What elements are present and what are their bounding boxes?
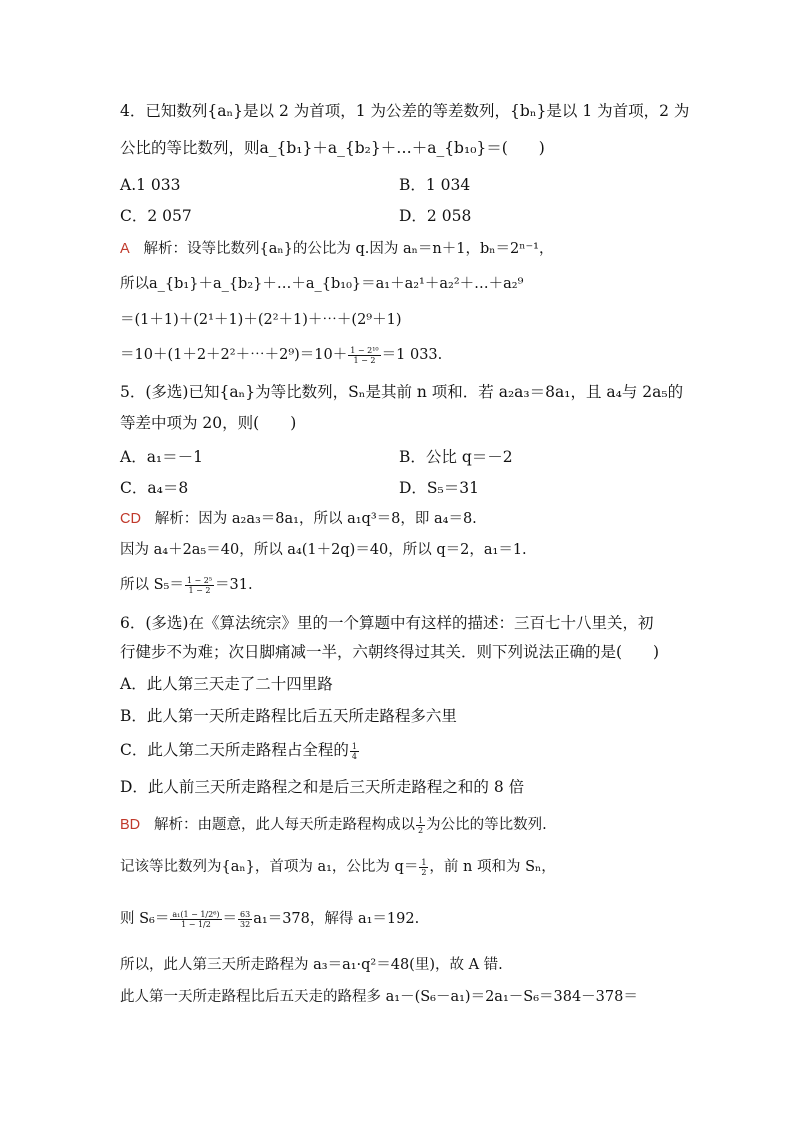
q5-option-c: C．a₄＝8 bbox=[120, 479, 189, 497]
q6-stem-line2: 行健步不为难；次日脚痛减一半，六朝终得过其关．则下列说法正确的是( ) bbox=[120, 643, 660, 661]
q4-option-a: A.1 033 bbox=[120, 176, 181, 194]
q5-sol3-fraction bbox=[185, 576, 214, 595]
q6-optC-denominator: 4 bbox=[351, 751, 357, 761]
q6-sol3-fraction1 bbox=[170, 910, 221, 929]
q6-optC-numerator: 1 bbox=[351, 741, 357, 751]
q6-sol1-numerator: 1 bbox=[417, 815, 424, 825]
q5-sol3-numerator: 1 − 2⁵ bbox=[186, 575, 213, 585]
q4-sol4-pre: ＝10＋(1＋2＋2²＋⋯＋2⁹)＝10＋ bbox=[120, 347, 348, 363]
q5-sol3-denominator: 1 − 2 bbox=[188, 585, 211, 595]
q5-answer: CD bbox=[120, 511, 141, 527]
q6-sol3-post: a₁＝378，解得 a₁＝192. bbox=[253, 911, 420, 927]
q4-option-c: C．2 057 bbox=[120, 207, 192, 225]
q6-option-d: D．此人前三天所走路程之和是后三天所走路程之和的 8 倍 bbox=[120, 778, 525, 796]
q4-option-d: D．2 058 bbox=[399, 207, 472, 225]
q6-sol3-pre: 则 S₆＝ bbox=[120, 911, 170, 927]
q6-solution-line5: 此人第一天所走路程比后五天走的路程多 a₁－(S₆－a₁)＝2a₁－S₆＝384－378＝ bbox=[120, 989, 638, 1005]
q4-solution-line1 bbox=[120, 238, 553, 260]
q6-optC-pre: C．此人第二天所走路程占全程的 bbox=[120, 741, 349, 759]
q6-answer: BD bbox=[120, 817, 141, 833]
q6-option-c bbox=[120, 739, 360, 761]
q5-solution-line3 bbox=[120, 574, 253, 596]
q6-stem-line1: 6．(多选)在《算法统宗》里的一个算题中有这样的描述：三百七十八里关，初 bbox=[120, 614, 654, 632]
q6-sol2-denominator: 2 bbox=[421, 867, 427, 877]
q6-sol2-post: ，前 n 项和为 Sₙ， bbox=[429, 859, 556, 875]
q6-solution-line4: 所以，此人第三天所走路程为 a₃＝a₁·q²＝48(里)，故 A 错. bbox=[120, 957, 503, 973]
q5-solution-text1: 解析：因为 a₂a₃＝8a₁，所以 a₁q³＝8，即 a₄＝8. bbox=[154, 511, 477, 527]
q5-stem-line2: 等差中项为 20，则( ) bbox=[120, 414, 297, 432]
q5-sol3-pre: 所以 S₅＝ bbox=[120, 577, 184, 593]
q4-sol4-fraction bbox=[348, 346, 380, 365]
q6-sol3-denominator1: 1 − 1/2 bbox=[181, 919, 211, 929]
q6-sol2-numerator: 1 bbox=[421, 857, 427, 867]
q4-solution-line2: 所以a_{b₁}＋a_{b₂}＋…＋a_{b₁₀}＝a₁＋a₂¹＋a₂²＋…＋a₂⁹ bbox=[120, 276, 524, 292]
q5-solution-line2: 因为 a₄＋2a₅＝40，所以 a₄(1＋2q)＝40，所以 q＝2，a₁＝1. bbox=[120, 542, 527, 558]
q6-option-a: A．此人第三天走了二十四里路 bbox=[120, 675, 333, 693]
q4-stem-line2: 公比的等比数列，则a_{b₁}＋a_{b₂}＋…＋a_{b₁₀}＝( ) bbox=[120, 139, 545, 157]
q6-sol1-denominator: 2 bbox=[417, 825, 424, 835]
q6-optC-fraction bbox=[350, 742, 359, 761]
q5-option-d: D．S₅＝31 bbox=[399, 479, 479, 497]
q6-sol3-fraction2 bbox=[238, 910, 252, 929]
q6-solution-line2 bbox=[120, 856, 556, 878]
q4-solution-text1: 解析：设等比数列{aₙ}的公比为 q.因为 aₙ＝n＋1，bₙ＝2ⁿ⁻¹， bbox=[143, 241, 554, 257]
q5-sol3-post: ＝31. bbox=[215, 577, 253, 593]
q4-option-b: B．1 034 bbox=[399, 176, 471, 194]
q5-option-b: B．公比 q＝－2 bbox=[399, 448, 513, 466]
q6-sol3-mid: ＝ bbox=[222, 911, 238, 927]
q6-option-b: B．此人第一天所走路程比后五天所走路程多六里 bbox=[120, 707, 457, 725]
q5-stem-line1: 5．(多选)已知{aₙ}为等比数列，Sₙ是其前 n 项和．若 a₂a₃＝8a₁，且 a₄与 2a₅的 bbox=[120, 383, 684, 401]
q4-answer: A bbox=[120, 241, 130, 257]
q4-stem-line1: 4．已知数列{aₙ}是以 2 为首项，1 为公差的等差数列，{bₙ}是以 1 为首项，2 为 bbox=[120, 102, 690, 120]
q4-solution-line4 bbox=[120, 344, 442, 366]
q6-sol3-numerator1: a₁(1 − 1/2⁶) bbox=[172, 909, 220, 919]
q6-sol2-pre: 记该等比数列为{aₙ}，首项为 a₁，公比为 q＝ bbox=[120, 859, 419, 875]
q5-option-a: A．a₁＝－1 bbox=[120, 448, 204, 466]
q4-sol4-post: ＝1 033. bbox=[381, 347, 443, 363]
q4-sol4-numerator: 1 − 2¹⁰ bbox=[350, 345, 379, 355]
q6-solution-line3 bbox=[120, 908, 419, 930]
q6-sol2-fraction bbox=[419, 858, 428, 877]
q6-sol1-pre: 解析：由题意，此人每天所走路程构成以 bbox=[153, 817, 415, 833]
q6-sol1-fraction bbox=[416, 816, 425, 835]
q6-sol1-post: 为公比的等比数列. bbox=[426, 817, 547, 833]
q6-solution-line1 bbox=[120, 814, 547, 836]
q4-solution-line3: ＝(1＋1)＋(2¹＋1)＋(2²＋1)＋⋯＋(2⁹＋1) bbox=[120, 312, 402, 328]
q5-solution-line1 bbox=[120, 508, 477, 530]
q6-sol3-numerator2: 63 bbox=[240, 909, 251, 919]
q6-sol3-denominator2: 32 bbox=[240, 919, 251, 929]
q4-sol4-denominator: 1 − 2 bbox=[353, 355, 376, 365]
